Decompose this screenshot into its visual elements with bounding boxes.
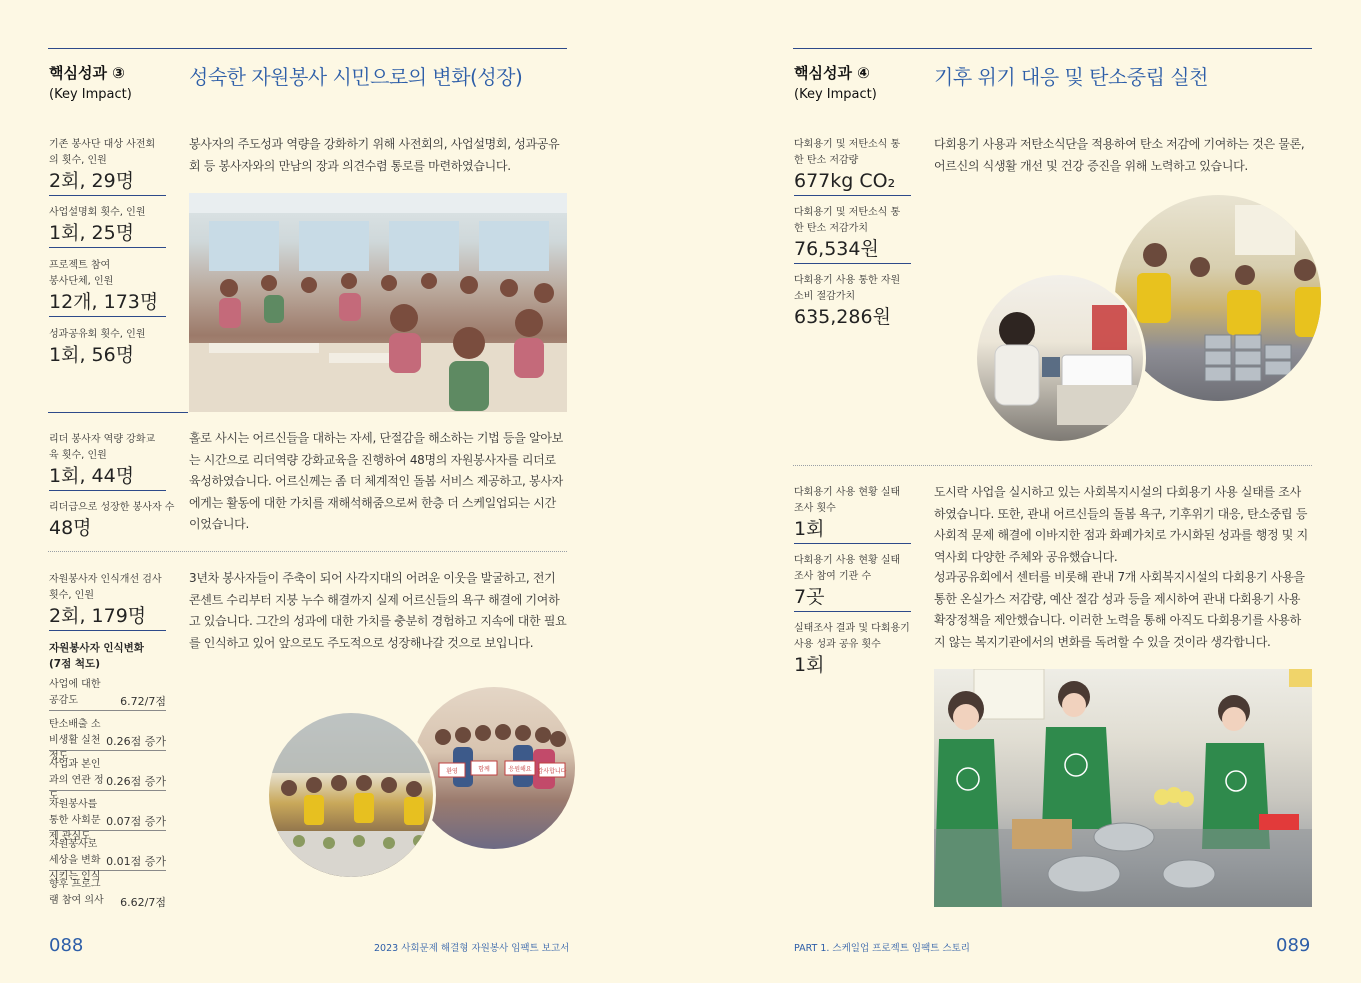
stat-label: 프로젝트 참여 봉사단체, 인원 xyxy=(49,260,114,287)
key-impact-heading xyxy=(49,62,132,102)
key-impact-subtitle: (Key Impact) xyxy=(794,87,877,102)
stat-label: 다회용기 사용 통한 자원 소비 절감가치 xyxy=(794,275,901,302)
stat-label: 성과공유회 횟수, 인원 xyxy=(49,329,146,340)
scale-row xyxy=(49,877,166,911)
scale-row xyxy=(49,797,166,842)
key-impact-title: 핵심성과 ④ xyxy=(794,64,870,82)
volunteers-photo-circle xyxy=(266,710,436,880)
body-paragraph: 성과공유회에서 센터를 비롯해 관내 7개 사회복지시설의 다회용기 사용을 통한 온실가스 저감량, 예산 절감 성과 등을 제시하여 관내 다회용기 사용 확장정책을 제안했습니다. 이러한 노력을 통해 아직도 다회용기를 사용하지 않는 복지기관에서의 변화를 독려할 수 있을 것이라 생각합니다. xyxy=(934,570,1305,649)
stat-block xyxy=(794,205,911,264)
stat-block xyxy=(49,500,179,542)
page-footer: PART 1. 스케일업 프로젝트 임팩트 스토리 xyxy=(794,943,970,954)
stat-label: 다회용기 사용 현황 실태 조사 횟수 xyxy=(794,487,901,514)
top-rule xyxy=(793,48,1312,49)
stat-label: 다회용기 및 저탄소식 통한 탄소 저감가치 xyxy=(794,207,901,234)
kitchen-photo xyxy=(934,669,1312,907)
key-impact-title: 핵심성과 ③ xyxy=(49,64,125,82)
scale-row-label: 사업과 본인과의 연관 정도 xyxy=(49,759,104,802)
scale-row-value: 0.26점 증가 xyxy=(106,775,166,788)
stat-value: 677kg CO₂ xyxy=(794,170,896,192)
stat-block xyxy=(49,137,166,196)
scale-row-label: 탄소배출 소비생활 실천 정도 xyxy=(49,719,101,762)
stat-value: 635,286원 xyxy=(794,306,891,328)
stat-value: 2회, 179명 xyxy=(49,605,147,627)
stat-label: 실태조사 결과 및 다회용기 사용 성과 공유 횟수 xyxy=(794,623,910,650)
stat-block xyxy=(794,137,911,196)
group-photo-circle xyxy=(410,684,578,852)
group-illustration xyxy=(413,687,578,852)
page-footer: 2023 사회문제 해결형 자원봉사 임팩트 보고서 xyxy=(374,943,570,954)
scale-row-value: 0.01점 증가 xyxy=(106,855,166,868)
page-number: 088 xyxy=(49,935,84,956)
stat-value: 1회, 56명 xyxy=(49,344,135,366)
dotted-divider xyxy=(793,465,1312,466)
classroom-photo xyxy=(189,193,567,412)
key-impact-subtitle: (Key Impact) xyxy=(49,87,132,102)
scale-row xyxy=(49,837,166,882)
stat-value: 1회, 44명 xyxy=(49,465,135,487)
scale-row-label: 사업에 대한 공감도 xyxy=(49,679,101,706)
stat-value: 7곳 xyxy=(794,586,825,608)
classroom-illustration xyxy=(189,193,567,412)
stat-block xyxy=(49,572,166,631)
body-paragraph: 다회용기 사용과 저탄소식단을 적용하여 탄소 저감에 기여하는 것은 물론, 어르신의 식생활 개선 및 건강 증진을 위해 노력하고 있습니다. xyxy=(934,137,1305,173)
body-paragraph: 3년차 봉사자들이 주축이 되어 사각지대의 어려운 이웃을 발굴하고, 전기 콘센트 수리부터 지붕 누수 해결까지 실제 어르신들의 욕구 해결에 기여하고 있습니다. 그간의 성과에 대한 가치를 충분히 경험하고 지속에 대한 필요를 인식하고 있어 앞으로도 주도적으로 성장해나갈 것으로 보입니다. xyxy=(189,571,567,650)
scale-row-value: 6.62/7점 xyxy=(120,896,166,909)
stat-block xyxy=(49,205,166,248)
key-impact-heading xyxy=(794,62,877,102)
stat-value: 48명 xyxy=(49,517,92,539)
stat-value: 1회, 25명 xyxy=(49,222,135,244)
top-rule xyxy=(48,48,567,49)
stat-block xyxy=(49,258,166,317)
body-paragraph: 홀로 사시는 어르신들을 대하는 자세, 단절감을 해소하는 기법 등을 알아보는 시간으로 리더역량 강화교육을 진행하여 48명의 자원봉사자를 리더로 육성하였습니다. 어르신께는 좀 더 체계적인 돌봄 서비스 제공하고, 봉사자에게는 활동에 대한 가치를 재해석해줌으로써 한층 더 스케일업되는 시간이었습니다. xyxy=(189,431,563,531)
stat-block xyxy=(49,432,166,491)
scale-row xyxy=(49,677,166,711)
sewing-photo-circle xyxy=(974,272,1146,444)
dotted-divider xyxy=(48,551,567,552)
scale-row-label: 자원봉사를 통한 사회문제 관심도 xyxy=(49,799,101,842)
volunteers-illustration xyxy=(269,713,436,880)
stat-value: 2회, 29명 xyxy=(49,170,135,192)
stat-value: 12개, 173명 xyxy=(49,291,159,313)
sign-text: 감사합니다 xyxy=(537,768,567,775)
scale-row-label: 향후 프로그램 참여 의사 xyxy=(49,879,104,906)
stat-label: 다회용기 사용 현황 실태 조사 참여 기관 수 xyxy=(794,555,901,582)
scale-row-label: 자원봉사로 세상을 변화 시키는 인식 xyxy=(49,839,101,882)
section-headline: 기후 위기 대응 및 탄소중립 실천 xyxy=(934,65,1208,89)
stat-label: 리더 봉사자 역량 강화교육 횟수, 인원 xyxy=(49,434,156,461)
scale-row-value: 0.07점 증가 xyxy=(106,815,166,828)
scale-row-value: 6.72/7점 xyxy=(120,695,166,708)
stat-label: 다회용기 및 저탄소식 통한 탄소 저감량 xyxy=(794,139,901,166)
scale-row xyxy=(49,757,166,802)
sign-text: 환영 xyxy=(446,768,458,775)
stat-label: 리더급으로 성장한 봉사자 수 xyxy=(49,502,175,513)
scale-row-value: 0.26점 증가 xyxy=(106,735,166,748)
stat-value: 76,534원 xyxy=(794,238,879,260)
stat-block xyxy=(794,273,911,331)
section-rule xyxy=(48,412,188,413)
stat-label: 자원봉사자 인식개선 검사 횟수, 인원 xyxy=(49,574,162,601)
stat-block xyxy=(49,327,166,369)
sewing-illustration xyxy=(977,275,1146,444)
page-number: 089 xyxy=(1276,935,1311,956)
containers-illustration xyxy=(1115,195,1324,404)
scale-row xyxy=(49,717,166,762)
scale-title: 자원봉사자 인식변화 (7점 척도) xyxy=(49,642,144,670)
stat-value: 1회 xyxy=(794,654,825,676)
stat-label: 기존 봉사단 대상 사전회의 횟수, 인원 xyxy=(49,139,156,166)
kitchen-illustration xyxy=(934,669,1312,907)
stat-value: 1회 xyxy=(794,518,825,540)
stat-block xyxy=(794,485,911,544)
section-headline: 성숙한 자원봉사 시민으로의 변화(성장) xyxy=(189,65,523,89)
stat-label: 사업설명회 횟수, 인원 xyxy=(49,207,146,218)
stat-block xyxy=(794,553,911,612)
body-paragraph: 도시락 사업을 실시하고 있는 사회복지시설의 다회용기 사용 실태를 조사하였습니다. 또한, 관내 어르신들의 돌봄 욕구, 기후위기 대응, 탄소중립 등 사회적 문제 해결에 이바지한 점과 화폐가치로 가시화된 성과를 행정 및 지역사회 다양한 주체와 공유했습니다. xyxy=(934,485,1308,564)
body-paragraph: 봉사자의 주도성과 역량을 강화하기 위해 사전회의, 사업설명회, 성과공유회 등 봉사자와의 만남의 장과 의견수렴 통로를 마련하였습니다. xyxy=(189,137,560,173)
sign-text: 응원해요 xyxy=(508,766,532,773)
sign-text: 함께 xyxy=(478,766,490,773)
stat-block xyxy=(794,621,911,679)
